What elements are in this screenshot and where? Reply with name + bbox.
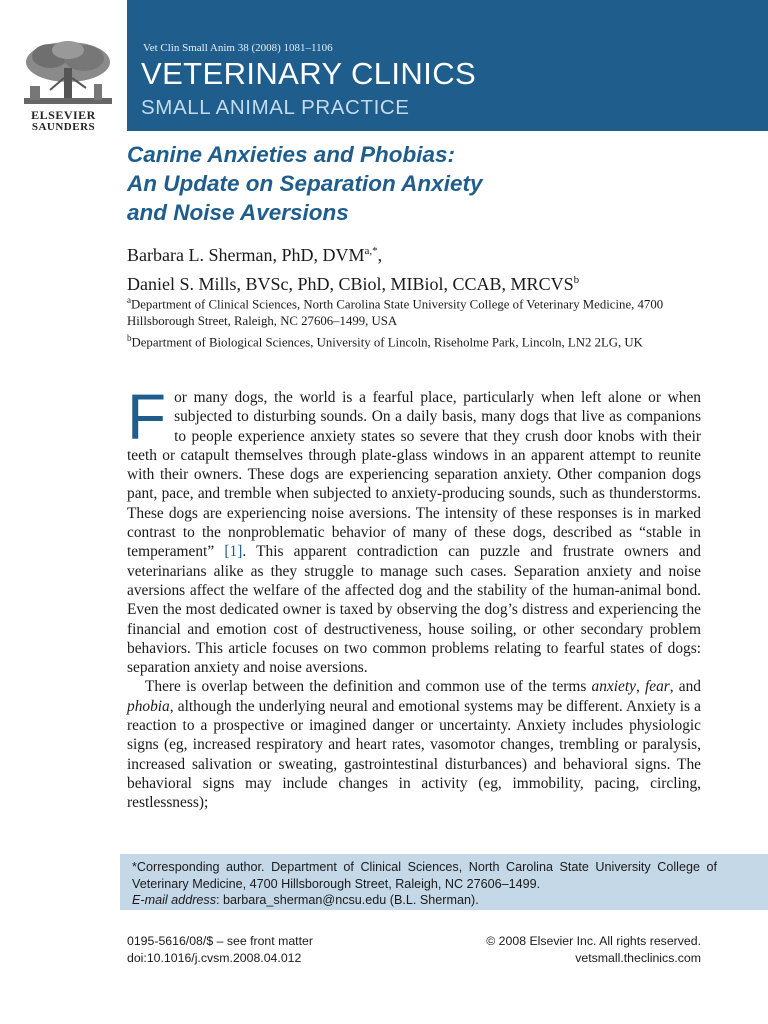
author-sup: a,* <box>364 245 378 257</box>
publisher-imprint: SAUNDERS <box>31 121 96 133</box>
email-line <box>132 892 717 909</box>
footer-row <box>127 933 701 950</box>
author-list <box>127 239 737 297</box>
title-line: Canine Anxieties and Phobias: <box>127 142 455 167</box>
drop-cap: F <box>127 381 167 453</box>
title-line: and Noise Aversions <box>127 200 349 225</box>
footnote-text <box>132 859 717 909</box>
reference-link[interactable]: [1] <box>224 543 243 561</box>
doi[interactable]: doi:10.1016/j.cvsm.2008.04.012 <box>127 950 302 965</box>
term: anxiety <box>591 678 636 696</box>
page-footer <box>127 933 701 966</box>
article-body <box>127 381 701 813</box>
citation: Vet Clin Small Anim 38 (2008) 1081–1106 <box>143 42 333 54</box>
journal-subtitle: SMALL ANIMAL PRACTICE <box>141 96 410 119</box>
publisher-logo <box>0 0 127 137</box>
paragraph-text: . This apparent contradiction can puzzle and frustrate owners and veterinarians alike as they struggle to manage such cases. Separation anxiety and noise aversions affect the welfare of the affected dog and the stability of the human-animal bond. Even the most dedicated owner is taxed by observing the dog’s distress and experiencing the financial and emotion cost of destructiveness, house soiling, or other secondary problem behaviors. This article focuses on two common problems relating to fearful states of dogs: separation anxiety and noise aversions. <box>127 543 701 677</box>
elsevier-tree-icon <box>20 38 116 108</box>
affiliation-sup: a <box>127 295 131 305</box>
journal-banner <box>127 0 768 131</box>
publisher-name: ELSEVIER <box>31 108 96 122</box>
issn: 0195-5616/08/$ – see front matter <box>127 934 313 948</box>
paragraph-text: , <box>635 678 645 696</box>
affiliation-text: Department of Biological Sciences, University of Lincoln, Riseholme Park, Lincoln, LN2 2LG, UK <box>131 335 643 350</box>
affiliation-text: Department of Clinical Sciences, North Carolina State University College of Veterinary Medicine, 4700 Hillsborough Street, Raleigh, NC 27606–1499, USA <box>127 297 664 329</box>
paragraph <box>127 381 701 677</box>
website-link[interactable]: vetsmall.theclinics.com <box>575 950 701 965</box>
affiliations <box>127 292 717 352</box>
copyright: © 2008 Elsevier Inc. All rights reserved. <box>486 934 701 948</box>
article-title <box>127 140 737 227</box>
affiliation <box>127 292 717 330</box>
corresponding-author: *Corresponding author. Department of Clinical Sciences, North Carolina State University College of Veterinary Medicine, 4700 Hillsborough Street, Raleigh, NC 27606–1499. <box>132 860 717 891</box>
paragraph-text: or many dogs, the world is a fearful place, particularly when left alone or when subjected to disturbing sounds. On a daily basis, many dogs that live as companions to people experience anxiety states so severe that they crush door knobs with their teeth or catapult themselves through plate-glass windows in an apparent attempt to reunite with their owners. These dogs are experiencing separation anxiety. Other companion dogs pant, pace, and tremble when subjected to anxiety-producing sounds, such as thunderstorms. These dogs are experiencing noise aversions. The intensity of these responses is in marked contrast to the nonproblematic behavior of many of these dogs, described as “stable in temperament” <box>127 389 701 561</box>
affiliation-sup: b <box>127 333 132 344</box>
paragraph-text: , and <box>669 678 701 696</box>
term: phobia <box>127 697 170 715</box>
author-sup: b <box>573 274 580 286</box>
author-name: Barbara L. Sherman, PhD, DVM <box>127 245 365 265</box>
author-trail: , <box>377 245 383 265</box>
footer-row <box>127 950 701 967</box>
corresponding-author-box <box>120 854 768 910</box>
paragraph-text: There is overlap between the definition and common use of the terms <box>145 678 592 696</box>
term: fear <box>644 678 670 696</box>
paragraph-text: , although the underlying neural and emotional systems may be different. Anxiety is a reaction to a prospective or imagined danger or uncertainty. Anxiety includes physiologic signs (eg, increased respiratory and heart rates, vasomotor changes, trembling or paralysis, increased salivation or sweating, gastrointestinal disturbances) and behavioral signs. The behavioral signs may include changes in activity (eg, immobility, pacing, circling, restlessness); <box>127 697 701 812</box>
journal-title: VETERINARY CLINICS <box>141 56 477 91</box>
author-name: Daniel S. Mills, BVSc, PhD, CBiol, MIBiol, CCAB, MRCVS <box>127 274 574 294</box>
email-address: : barbara_sherman@ncsu.edu (B.L. Sherman). <box>216 893 479 907</box>
author <box>127 239 737 268</box>
paragraph <box>127 677 701 812</box>
email-label: E-mail address <box>132 893 216 907</box>
title-line: An Update on Separation Anxiety <box>127 171 483 196</box>
affiliation <box>127 330 717 351</box>
